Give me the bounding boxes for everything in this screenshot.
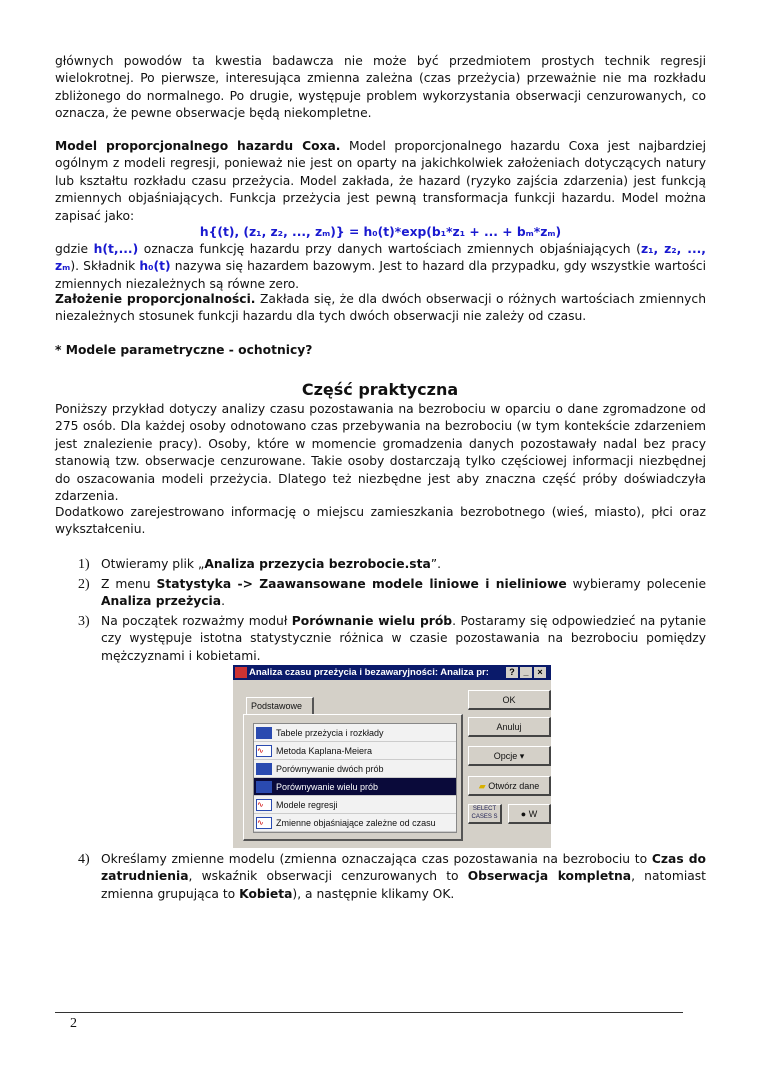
chart-icon: ∿ xyxy=(256,817,272,829)
emphasized-text: Kobieta xyxy=(239,886,293,901)
list-text xyxy=(101,613,706,665)
section-title: Część praktyczna xyxy=(301,380,459,399)
text-segment: Otwieramy plik „ xyxy=(101,557,205,571)
open-data-button[interactable]: ▰ Otwórz dane xyxy=(468,776,551,796)
emphasized-text: h{(t), (z₁, z₂, ..., zₘ)} = h₀(t)*exp(b₁*z₁ + ... + bₘ*zₘ) xyxy=(199,225,562,239)
ok-button[interactable]: OK xyxy=(468,690,551,710)
analysis-option[interactable] xyxy=(254,778,456,796)
analysis-option-label: Metoda Kaplana-Meiera xyxy=(276,746,373,756)
analysis-list xyxy=(253,723,457,833)
emphasized-text: Czas do zatrudnienia xyxy=(101,852,706,884)
analysis-option-label: Zmienne objaśniające zależne od czasu xyxy=(276,818,436,828)
dialog-titlebar xyxy=(233,665,551,680)
table-icon: ∿ xyxy=(256,745,272,757)
list-item-3 xyxy=(78,613,706,665)
paragraph-additional xyxy=(55,504,706,539)
table-icon xyxy=(256,781,272,793)
list-item-1 xyxy=(78,556,706,573)
emphasized-text: z₁, z₂, ..., zₘ xyxy=(55,242,706,274)
list-number: 1) xyxy=(78,557,90,572)
footer-divider xyxy=(55,1012,683,1013)
text-segment: ). Składnik xyxy=(70,259,140,274)
table-icon xyxy=(256,727,272,739)
text-segment: Na początek rozważmy moduł xyxy=(101,614,292,628)
paragraph-example xyxy=(55,401,706,505)
weight-button[interactable]: ● W xyxy=(508,804,551,824)
page-number: 2 xyxy=(70,1016,77,1031)
text-segment: Model proporcjonalnego hazardu Coxa jest najbardziej ogólnym z modeli regresji, ponieważ nie jest on oparty na jakichkolwiek założeniach dotyczących natury lub kształtu rozkładu czasu przeżycia. Model zakłada, że hazard (ryzyko zajścia zdarzenia) jest funkcją zmiennych objaśniających. Funkcja przeżycia jest pewną transformacja funkcji hazardu. Model można zapisać jako: xyxy=(55,139,706,223)
list-number: 4) xyxy=(78,852,90,867)
text-segment: Poniższy przykład dotyczy analizy czasu pozostawania na bezrobociu w oparciu o dane zgromadzone od 275 osób. Dla każdej osoby odnotowano czas przebywania na bezrobociu (w tym kontekście zdarzeniem jest znalezienie pracy). Osoby, które w momencie gromadzenia danych pozostawały nadal bez pracy stanowią tzw. obserwacje cenzurowane. Takie osoby dostarczają tylko częściowej informacji niezbędnej do oszacowania modeli przeżycia. Dlatego też niezbędne jest aby znaczna część próby doświadczyła zdarzenia. xyxy=(55,402,706,504)
analysis-option[interactable] xyxy=(254,760,456,778)
text-segment: głównych powodów ta kwestia badawcza nie może być przedmiotem prostych technik regresji wielokrotnej. Po pierwsze, interesująca zmienna zależna (czas przeżycia) przeważnie nie ma rozkładu zbliżonego do normalnego. Po drugie, występuje problem wykorzystania obserwacji cenzurowanych, co oznacza, że pewne obserwacje będą niekompletne. xyxy=(55,54,706,121)
list-number: 2) xyxy=(78,577,90,592)
paragraph-intro xyxy=(55,53,706,123)
analysis-option-label: Tabele przeżycia i rozkłady xyxy=(276,728,384,738)
help-button[interactable]: ? xyxy=(506,667,518,678)
paragraph-proportionality xyxy=(55,291,706,326)
tab-podstawowe[interactable]: Podstawowe xyxy=(246,697,314,715)
chart-icon: ∿ xyxy=(256,799,272,811)
text-segment: ”. xyxy=(430,557,442,571)
text-segment: . xyxy=(221,594,225,609)
dialog-screenshot xyxy=(233,665,551,848)
emphasized-text: Założenie proporcjonalności. xyxy=(55,292,256,306)
list-text xyxy=(101,556,706,573)
list-number: 3) xyxy=(78,614,90,629)
analysis-option-label: Porównywanie dwóch prób xyxy=(276,764,384,774)
list-item-2 xyxy=(78,576,706,611)
emphasized-text: Obserwacja kompletna xyxy=(467,869,632,884)
emphasized-text: Porównanie wielu prób xyxy=(291,614,453,628)
emphasized-text: h(t,...) xyxy=(93,242,139,256)
dialog-title: Analiza czasu przeżycia i bezawaryjności: Analiza pr: xyxy=(249,667,489,678)
formula xyxy=(55,224,706,241)
list-text xyxy=(101,851,706,903)
emphasized-text: Statystyka -> Zaawansowane modele liniowe i nieliniowe xyxy=(156,577,567,591)
analysis-option[interactable] xyxy=(254,814,456,832)
close-button[interactable]: × xyxy=(534,667,546,678)
table-icon xyxy=(256,763,272,775)
analysis-option-label: Porównywanie wielu prób xyxy=(276,782,379,792)
text-segment: Określamy zmienne modelu (zmienna oznaczająca czas pozostawania na bezrobociu to xyxy=(101,852,652,866)
analysis-option[interactable] xyxy=(254,796,456,814)
app-icon xyxy=(235,667,247,678)
analysis-option[interactable] xyxy=(254,742,456,760)
text-segment: oznacza funkcję hazardu przy danych wartościach zmiennych objaśniających ( xyxy=(138,242,641,256)
text-segment: nazywa się hazardem bazowym. Jest to hazard dla przypadku, gdy wszystkie wartości zmiennych niezależnych są równe zero. xyxy=(55,259,706,291)
paragraph-parametric xyxy=(55,342,706,359)
list-text xyxy=(101,576,706,611)
text-segment: Z menu xyxy=(101,577,157,591)
emphasized-text: Analiza przezycia bezrobocie.sta xyxy=(204,557,431,571)
text-segment: . Postaramy się odpowiedzieć na pytanie czy występuje istotna statystycznie różnica w czasie pozostawania na bezrobociu pomiędzy mężczyznami i kobietami. xyxy=(101,614,707,663)
text-segment: ), a następnie klikamy OK. xyxy=(292,886,455,901)
text-segment: wybieramy polecenie xyxy=(566,577,707,591)
emphasized-text: Model proporcjonalnego hazardu Coxa. xyxy=(55,139,341,153)
paragraph-formula-explanation xyxy=(55,241,706,293)
cancel-button[interactable]: Anuluj xyxy=(468,717,551,737)
paragraph-cox-model xyxy=(55,138,706,225)
minimize-button[interactable]: _ xyxy=(520,667,532,678)
text-segment: gdzie xyxy=(55,242,94,256)
options-button[interactable]: Opcje ▾ xyxy=(468,746,551,766)
list-item-4 xyxy=(78,851,706,903)
analysis-option[interactable] xyxy=(254,724,456,742)
analysis-option-label: Modele regresji xyxy=(276,800,338,810)
emphasized-text: Analiza przeżycia xyxy=(101,594,222,609)
text-segment: Zakłada się, że dla dwóch obserwacji o różnych wartościach zmiennych niezależnych stosunek funkcji hazardu dla tych dwóch obserwacji nie zależy od czasu. xyxy=(55,292,706,324)
folder-icon: ▰ xyxy=(478,781,486,791)
text-segment: , wskaźnik obserwacji cenzurowanych to xyxy=(188,869,468,884)
select-cases-button[interactable]: SELECT CASES S xyxy=(468,804,502,824)
weight-icon: ● xyxy=(520,809,527,819)
emphasized-text: * Modele parametryczne - ochotnicy? xyxy=(55,343,313,357)
text-segment: Dodatkowo zarejestrowano informację o miejscu zamieszkania bezrobotnego (wieś, miasto), płci oraz wykształceniu. xyxy=(55,505,706,537)
text-segment: , natomiast zmienna grupująca to xyxy=(101,869,706,901)
emphasized-text: h₀(t) xyxy=(139,259,171,274)
